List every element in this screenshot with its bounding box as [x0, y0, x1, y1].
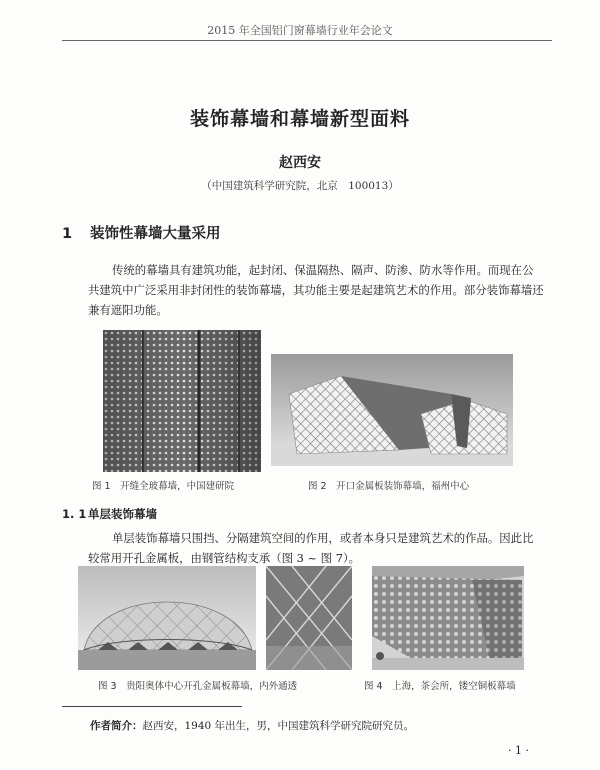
author-affiliation: （中国建筑科学研究院，北京 100013） [201, 180, 399, 192]
subsection-text: 单层装饰幕墙只围挡、分隔建筑空间的作用，或者本身只是建筑艺术的作品。因此比较常用开孔金属板，由钢管结构支承（图 3 ~ 图 7）。 [88, 531, 534, 565]
subsection-title: 单层装饰幕墙 [88, 507, 157, 521]
figure-2-caption: 图 2 开口金属板装饰幕墙，福州中心 [308, 481, 470, 492]
header-rule [62, 40, 552, 41]
figure-2-photo [271, 354, 513, 466]
figure-4-caption: 图 4 上海，茶会所，镂空铜板幕墙 [364, 681, 516, 692]
figure-1-caption: 图 1 开缝全玻幕墙，中国建研院 [92, 481, 235, 492]
subsection-paragraph [88, 528, 544, 568]
page-number: · 1 · [508, 744, 529, 757]
figure-3-photo-stadium [78, 566, 256, 670]
footnote-label: 作者简介： [90, 720, 143, 732]
section-1-heading [62, 222, 221, 243]
section-title: 装饰性幕墙大量采用 [90, 226, 221, 242]
footnote [90, 718, 414, 733]
figure-3-caption: 图 3 贵阳奥体中心开孔金属板幕墙，内外通透 [98, 681, 298, 692]
section-1-text: 传统的幕墙具有建筑功能，起封闭、保温隔热、隔声、防渗、防水等作用。而现在公共建筑中广泛采用非封闭性的装饰幕墙，其功能主要是起建筑艺术的作用。部分装饰幕墙还兼有遮阳功能。 [88, 263, 544, 317]
subsection-number: 1. 1 [62, 507, 87, 521]
figure-1-photo [103, 330, 261, 472]
running-head: 2015 年全国铝门窗幕墙行业年会论文 [207, 24, 393, 37]
section-1-paragraph [88, 260, 544, 320]
author-name: 赵西安 [279, 155, 321, 171]
figure-4-photo [372, 566, 524, 670]
figure-3-photo-detail [266, 566, 352, 670]
footnote-rule [62, 706, 242, 707]
footnote-text: 赵西安，1940 年出生，男，中国建筑科学研究院研究员。 [142, 720, 415, 732]
subsection-heading [62, 506, 157, 522]
paper-title: 装饰幕墙和幕墙新型面料 [189, 108, 410, 130]
section-number: 1 [62, 226, 73, 242]
